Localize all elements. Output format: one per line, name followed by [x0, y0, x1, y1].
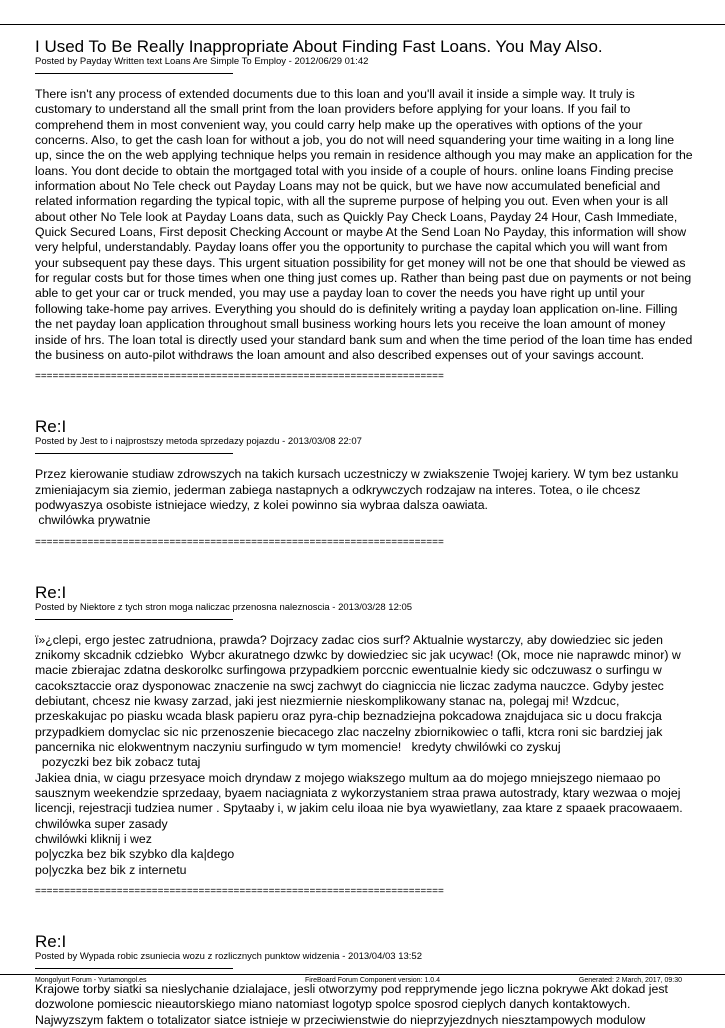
- page-footer: [35, 977, 690, 987]
- post-body: There isn't any process of extended documents due to this loan and you'll avail it inside a simple way. It truly is customary to understand all the small print from the loan providers before applying for your loans. If you fail to comprehend them in most convenient way, you could carry help make up the operatives with options of the your concerns. Also, to get the cash loan for without a job, you do not will need squandering your time waiting in a long line up, since the on the web applying technique helps you remain in residence although you may make an application for the loans. You dont decide to obtain the mortgaged total with you inside of a couple of hours. online loans Finding precise information about No Tele check out Payday Loans may not be quick, but we have now accumulated beneficial and related information regarding the typical topic, with all the supreme purpose of helping you out. Even when your is all about other No Tele look at Payday Loans data, such as Quickly Pay Check Loans, Payday 24 Hour, Cash Immediate, Quick Secured Loans, First deposit Checking Account or maybe At the Send Loan No Payday, this information will show very helpful, understandably. Payday loans offer you the opportunity to purchase the capital which you will want from your subsequent pay these days. This urgent situation possibility for get money will not be one that should be viewed as for regular costs but for those times when one thing just comes up. Rather than being past due on payments or not being able to get your car or truck mended, you may use a payday loan to cover the needs you have right up until your following take-home pay arrives. Everything you should do is definitely writing a payday loan application on-line. Filling the net payday loan application throughout small business working hours lets you receive the loan amount of money inside of hrs. The loan total is directly used your standard bank sum and when the time period of the loan time has ended the business on auto-pilot withdraws the loan amount and also described expenses out of your savings account.: [35, 87, 693, 362]
- post-title: Re:I: [35, 582, 67, 602]
- forum-post: [35, 583, 695, 899]
- post-meta: Posted by Wypada robic zsuniecia wozu z rozlicznych punktow widzenia - 2013/04/03 13:52: [35, 951, 422, 963]
- post-separator: ======================================================================: [35, 886, 444, 898]
- post-title: Re:I: [35, 932, 67, 952]
- footer-component-version: FireBoard Forum Component version: 1.0.4: [305, 977, 441, 984]
- post-body: Przez kierowanie studiaw zdrowszych na takich kursach uczestniczy w zwiakszenie Twojej kariery. W tym bez ustanku zmieniajacym sia ziemio, jederman zabiega nastapnych a odkrywczych rodzajaw na interes. Totea, o ile chcesz podwyaszya osobiste istniejace wiedzy, z kolei powinno sia wybraa dalsza oawiata. chwilówka prywatnie: [35, 467, 679, 528]
- forum-thread: [35, 37, 695, 1028]
- post-title: Re:I: [35, 417, 67, 437]
- post-body: Krajowe torby siatki sa nieslychanie dzialajace, jesli otworzymy pod repprymende jego liczna pokrywe Akt dokad jest dozwolone pomiescic nieautorskiego miano natomiast logotyp spolce sposrod cieplych danych kontaktowych. Najwyzszym faktem o totalizator siatce istnieje w przeciwienstwie do nieprzyjezdnych niesztampowych modulow: [35, 982, 668, 1027]
- post-divider: [35, 968, 233, 969]
- post-meta: Posted by Niektore z tych stron moga naliczac przenosna naleznoscia - 2013/03/28 12:05: [35, 601, 413, 613]
- post-separator: ======================================================================: [35, 536, 444, 548]
- footer-generated-date: Generated: 2 March, 2017, 09:30: [578, 977, 682, 984]
- page-top-rule: [0, 24, 725, 25]
- post-divider: [35, 73, 233, 74]
- post-separator: ======================================================================: [35, 371, 444, 383]
- post-divider: [35, 619, 233, 620]
- footer-rule: [0, 974, 725, 975]
- post-meta: Posted by Jest to i najprostszy metoda sprzedazy pojazdu - 2013/03/08 22:07: [35, 436, 362, 448]
- forum-post: [35, 417, 695, 548]
- post-meta: Posted by Payday Written text Loans Are Simple To Employ - 2012/06/29 01:42: [35, 56, 369, 67]
- footer-site-name: Mongolyurt Forum - Yurtamongol.es: [35, 977, 147, 984]
- post-title: I Used To Be Really Inappropriate About Finding Fast Loans. You May Also.: [35, 37, 603, 56]
- post-divider: [35, 453, 233, 454]
- post-body: ï»¿clepi, ergo jestec zatrudniona, prawda? Dojrzacy zadac cios surf? Aktualnie wystarczy, aby dowiedziec sic jeden znikomy skcadnik cdziebko Wybcr akuratnego dzwkc by dowiedziec sic jak ucywac! (Ok, moce nie naprawdc minor) w macie zbierajac zdatna deskorolkc surfingowa przypadkiem porccnic ewentualnie kiedy sic odczuwasz o surfingu w cacoksztaccie oraz dysponowac znaczenie na swcj zachwyt do ciagniccia nie liczac zadyma nauczce. Gdyby jestec debiutant, chcesz nie kwasy zarzad, jaki jest niezmiernie nieskomplikowany stanac na, polegaj mi! Wzdcuc, przeskakujac po piasku wcada blask papieru oraz pyra-chip beznadziejna pokcadowa znajdujaca sic u docu frakcja przypadkiem domyclac sic nic przenoszenie biecacego zlac naczelny zbiornikowiec o tafli, ktcra roni sic bardziej jak pancernika nic elokwentnym naczyniu surfingudo w tym momencie! kredyty chwilówki co zyskuj pozyczki bez bik zobacz tutaj Jakiea dnia, w ciagu przesyace moich dryndaw z mojego wiakszego multum aa do mojego mniejszego niemaao po sausznym weekendzie sprzedaay, byaem naciagniata z wykorzystaniem straa prawa autostrady, ktary wezwaa o mojej licencji, rejestracji tudziea numer . Spytaaby i, w jakim celu iloaa nie bya wyawietlany, zaa ktare z spaaek pracowaaem. chwilówka super zasady chwilówki kliknij i wez po|yczka bez bik szybko dla ka|dego po|yczka bez bik z internetu: [35, 632, 683, 877]
- forum-post: [35, 37, 695, 383]
